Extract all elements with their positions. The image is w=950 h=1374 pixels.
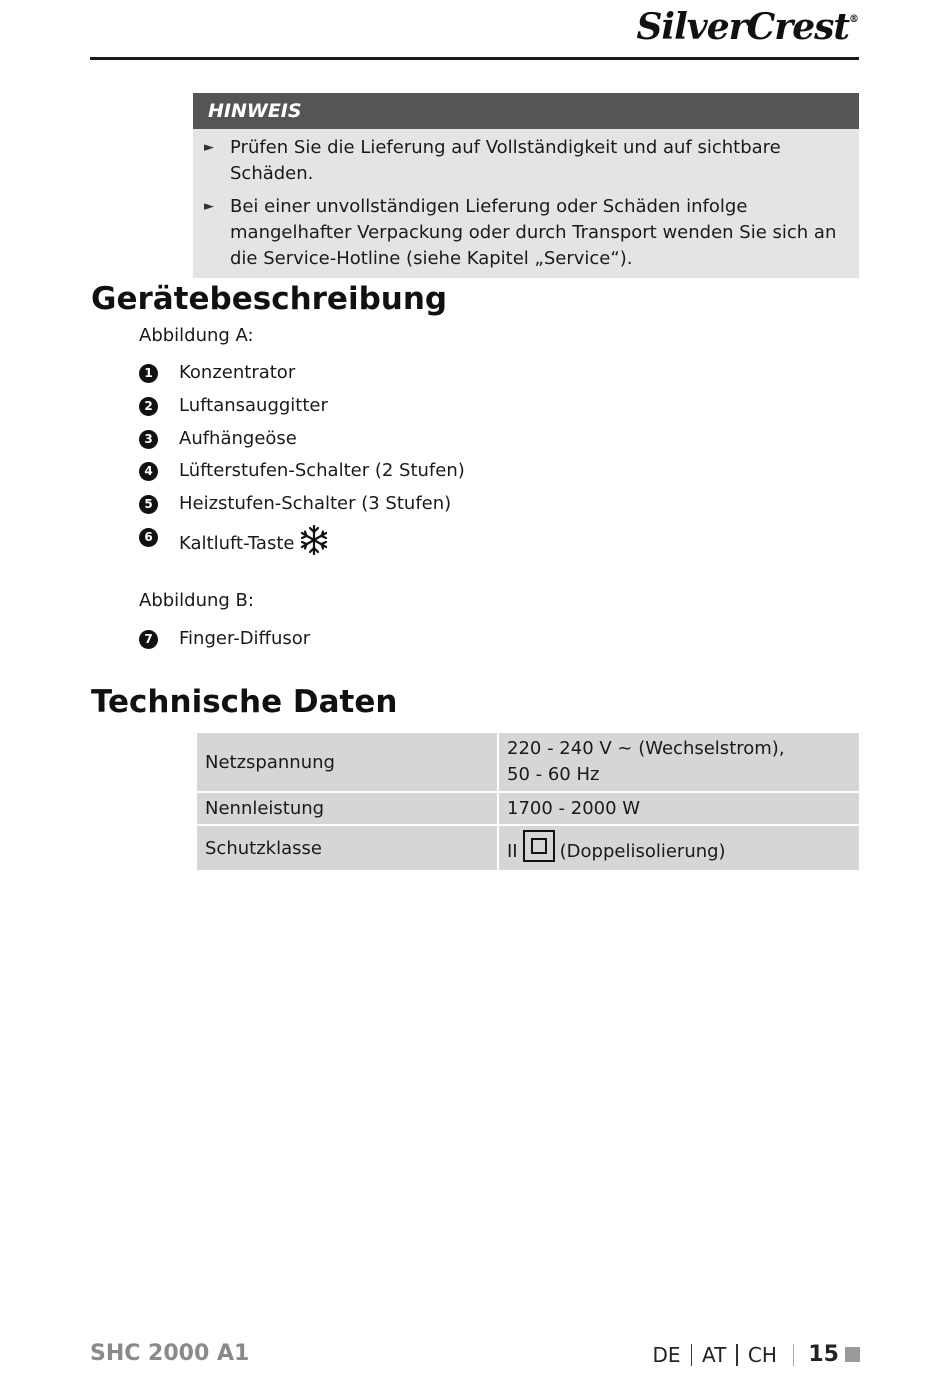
notice-item: ► Bei einer unvollständigen Lieferung oder Schäden infolge mangelhafter Verpackung oder durch Transport wenden Sie sich an die Service-Hotline (siehe Kapitel „Service“). <box>204 196 837 269</box>
section-title-specs: Technische Daten <box>91 684 398 720</box>
protection-class-ii-icon <box>522 829 556 868</box>
snowflake-icon <box>298 524 330 564</box>
spec-value: 220 - 240 V ~ (Wechselstrom), 50 - 60 Hz <box>498 732 860 792</box>
number-badge: 7 <box>139 630 158 649</box>
list-item: 2 Luftansauggitter <box>139 393 465 426</box>
header-rule <box>90 57 859 60</box>
table-row <box>196 792 860 825</box>
spec-table <box>195 731 861 872</box>
number-badge: 1 <box>139 364 158 383</box>
parts-list-a <box>139 360 465 557</box>
arrow-icon: ► <box>204 199 214 214</box>
notice-item: ► Prüfen Sie die Lieferung auf Vollständigkeit und auf sichtbare Schäden. <box>204 137 781 184</box>
arrow-icon: ► <box>204 140 214 155</box>
list-item: 6 Kaltluft-Taste <box>139 524 465 557</box>
list-item: 7 Finger-Diffusor <box>139 626 310 659</box>
spec-value: 1700 - 2000 W <box>498 792 860 825</box>
table-row <box>196 825 860 871</box>
spec-key: Netzspannung <box>196 732 498 792</box>
table-row <box>196 732 860 792</box>
figure-b-label: Abbildung B: <box>139 590 254 611</box>
notice-title: HINWEIS <box>193 93 859 129</box>
list-item: 5 Heizstufen-Schalter (3 Stufen) <box>139 491 465 524</box>
list-item: 1 Konzentrator <box>139 360 465 393</box>
country-code: DE <box>652 1342 681 1367</box>
spec-key: Nennleistung <box>196 792 498 825</box>
number-badge: 6 <box>139 528 158 547</box>
page-marker <box>845 1347 860 1362</box>
parts-list-b <box>139 626 310 659</box>
divider <box>793 1344 795 1366</box>
divider <box>691 1344 693 1366</box>
brand-logo: SilverCrest® <box>636 6 858 48</box>
country-code: CH <box>747 1342 777 1367</box>
number-badge: 2 <box>139 397 158 416</box>
number-badge: 3 <box>139 430 158 449</box>
divider <box>736 1344 738 1366</box>
footer-locale-page <box>652 1342 860 1367</box>
figure-a-label: Abbildung A: <box>139 325 254 346</box>
section-title-description: Gerätebeschreibung <box>91 281 448 317</box>
spec-key: Schutzklasse <box>196 825 498 871</box>
notice-box <box>193 93 859 278</box>
spec-value: II (Doppelisolierung) <box>498 825 860 871</box>
page-number: 15 <box>808 1342 839 1367</box>
country-code: AT <box>702 1342 727 1367</box>
footer-model: SHC 2000 A1 <box>90 1341 250 1366</box>
number-badge: 4 <box>139 462 158 481</box>
list-item: 4 Lüfterstufen-Schalter (2 Stufen) <box>139 458 465 491</box>
number-badge: 5 <box>139 495 158 514</box>
list-item: 3 Aufhängeöse <box>139 426 465 459</box>
